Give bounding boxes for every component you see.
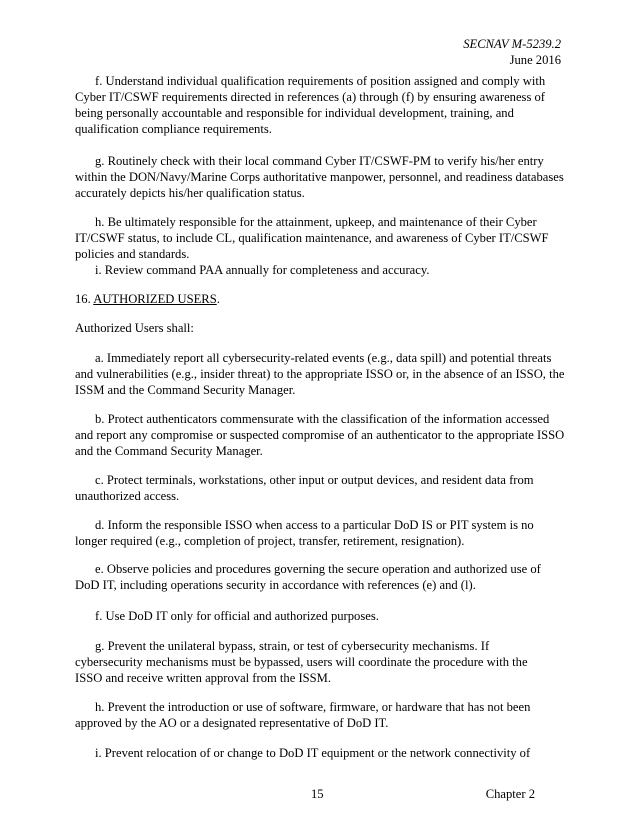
item-line: ISSM and the Command Security Manager.	[75, 383, 296, 398]
section-title: AUTHORIZED USERS	[93, 292, 217, 306]
item-c	[75, 472, 565, 504]
paragraph-line: f. Understand individual qualification requirements of position assigned and comply with	[95, 74, 546, 88]
item-line: d. Inform the responsible ISSO when access to a particular DoD IS or PIT system is no	[95, 518, 534, 532]
item-a	[75, 350, 565, 398]
paragraph-line: Cyber IT/CSWF requirements directed in references (a) through (f) by ensuring awareness of	[75, 90, 545, 105]
paragraph-line: IT/CSWF status, to include CL, qualification maintenance, and awareness of Cyber IT/CSWF	[75, 231, 549, 246]
paragraph-line: g. Routinely check with their local command Cyber IT/CSWF-PM to verify his/her entry	[95, 154, 544, 168]
chapter-label: Chapter 2	[485, 787, 535, 801]
item-line: approved by the AO or a designated representative of DoD IT.	[75, 716, 389, 731]
paragraph-line: accurately depicts his/her qualification status.	[75, 186, 305, 201]
document-date: June 2016	[509, 53, 561, 67]
section-intro	[75, 320, 565, 336]
item-e	[75, 561, 565, 593]
item-i	[75, 745, 565, 761]
item-g	[75, 638, 565, 686]
item-line: c. Protect terminals, workstations, other input or output devices, and resident data from	[95, 473, 534, 487]
item-line: cybersecurity mechanisms must be bypassed, users will coordinate the procedure with the	[75, 655, 528, 670]
paragraph-line: h. Be ultimately responsible for the attainment, upkeep, and maintenance of their Cyber	[95, 215, 537, 229]
item-line: longer required (e.g., completion of project, transfer, retirement, resignation).	[75, 534, 465, 549]
item-line: g. Prevent the unilateral bypass, strain, or test of cybersecurity mechanisms. If	[95, 639, 490, 653]
section-heading	[75, 291, 565, 307]
item-h	[75, 699, 565, 731]
page-header	[463, 36, 561, 68]
paragraph-i	[75, 262, 565, 278]
item-line: b. Protect authenticators commensurate with the classification of the information accessed	[95, 412, 550, 426]
paragraph-line: qualification compliance requirements.	[75, 122, 272, 137]
page-number: 15	[311, 787, 324, 801]
paragraph-f	[75, 73, 565, 137]
section-number: 16.	[75, 292, 91, 306]
item-line: i. Prevent relocation of or change to DoD IT equipment or the network connectivity of	[95, 746, 531, 760]
paragraph-line: being personally accountable and responsible for individual development, training, and	[75, 106, 514, 121]
item-line: f. Use DoD IT only for official and authorized purposes.	[95, 609, 379, 623]
item-line: h. Prevent the introduction or use of software, firmware, or hardware that has not been	[95, 700, 531, 714]
paragraph-line: policies and standards.	[75, 247, 190, 262]
item-d	[75, 517, 565, 549]
section-title-period: .	[216, 292, 220, 306]
item-line: a. Immediately report all cybersecurity-related events (e.g., data spill) and potential threats	[95, 351, 552, 365]
document-id: SECNAV M-5239.2	[463, 37, 561, 51]
paragraph-line: i. Review command PAA annually for completeness and accuracy.	[95, 263, 430, 277]
item-line: e. Observe policies and procedures governing the secure operation and authorized use of	[95, 562, 541, 576]
paragraph-line: within the DON/Navy/Marine Corps authoritative manpower, personnel, and readiness databases	[75, 170, 564, 185]
item-line: and vulnerabilities (e.g., insider threat) to the appropriate ISSO or, in the absence of an ISSO, the	[75, 367, 565, 382]
item-line: and report any compromise or suspected compromise of an authenticator to the appropriate ISSO	[75, 428, 565, 443]
paragraph-h	[75, 214, 565, 262]
paragraph-g	[75, 153, 565, 201]
intro-text: Authorized Users shall:	[75, 321, 194, 335]
item-line: ISSO and receive written approval from the ISSM.	[75, 671, 332, 686]
item-f	[75, 608, 565, 624]
item-b	[75, 411, 565, 459]
item-line: and the Command Security Manager.	[75, 444, 263, 459]
item-line: unauthorized access.	[75, 489, 180, 504]
item-line: DoD IT, including operations security in accordance with references (e) and (l).	[75, 578, 476, 593]
